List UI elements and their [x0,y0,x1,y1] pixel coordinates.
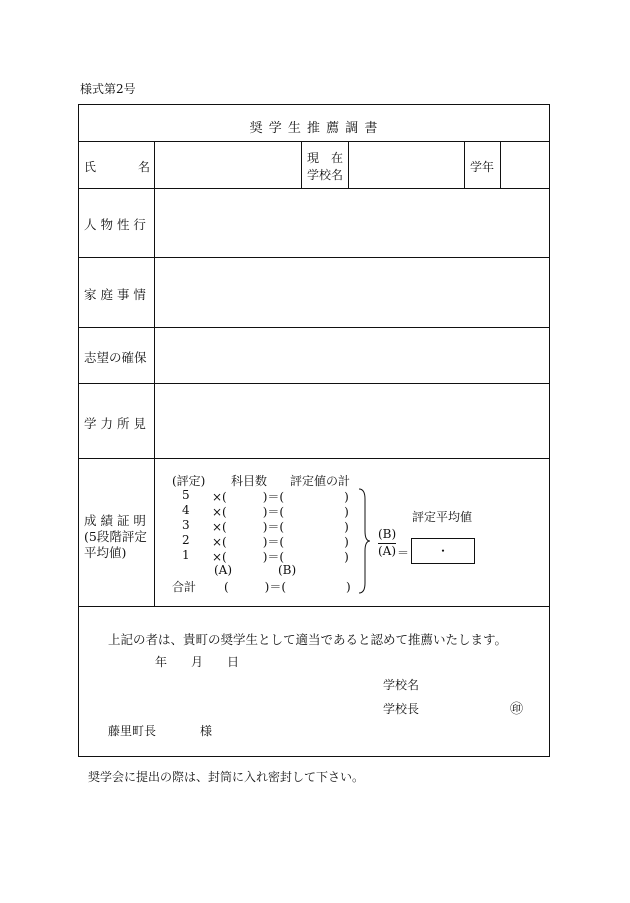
header-divider-1 [301,141,302,188]
addressee: 藤里町長 [108,724,157,738]
marker-b: (B) [278,563,297,577]
recommendation-statement: 上記の者は、貴町の奨学生として適当であると認めて推薦いたします。 [108,632,508,647]
total-label: 合計 [172,580,197,594]
grade-4: 4 [182,503,190,517]
grade-1-expr[interactable]: ×( )＝( ) [212,550,349,564]
academic-label: 学 力 所 見 [84,416,146,431]
header-divider-3 [464,141,465,188]
grade-1: 1 [182,548,190,562]
name-field[interactable] [155,142,300,187]
current-school-label-2: 学校名 [307,168,344,182]
grade-5-expr[interactable]: ×( )＝( ) [212,490,349,504]
academic-field[interactable] [155,384,549,457]
grade-5: 5 [182,488,190,502]
family-label: 家 庭 事 情 [84,287,146,302]
school-name-label: 学校名 [383,678,420,692]
name-label-2: 名 [138,160,151,174]
current-school-label-1: 現 在 [307,151,344,165]
divider-title [78,141,550,142]
form-title: 奨 学 生 推 薦 調 書 [249,121,379,136]
aspiration-field[interactable] [155,328,549,382]
col-subjects-header: 科目数 [231,474,268,488]
equals-sign: ＝ [397,546,410,560]
date-line[interactable]: 年 月 日 [155,655,240,669]
personality-field[interactable] [155,189,549,256]
grades-label-2: (5段階評定 [84,529,147,544]
fraction-denominator: (A) [378,544,397,558]
marker-a: (A) [214,563,233,577]
name-label-1: 氏 [84,160,97,174]
col-sum-header: 評定値の計 [290,474,351,488]
total-expr[interactable]: ( )＝( ) [224,580,351,594]
divider-academic [78,458,550,459]
honorific: 様 [200,724,213,738]
grade-3: 3 [182,518,190,532]
aspiration-label: 志望の確保 [84,350,147,365]
grade-2: 2 [182,533,190,547]
divider-grades [78,606,550,607]
personality-label: 人 物 性 行 [84,217,146,232]
grade-field[interactable] [501,142,549,187]
average-label: 評定平均値 [412,510,473,524]
current-school-field[interactable] [349,142,463,187]
principal-label: 学校長 [383,702,420,716]
form-number: 様式第2号 [80,82,136,96]
grades-label-1: 成 績 証 明 [84,513,146,528]
fraction-numerator: (B) [378,527,397,541]
family-field[interactable] [155,258,549,326]
grade-label: 学年 [470,160,495,174]
grades-label-3: 平均値) [84,545,127,560]
footer-note: 奨学会に提出の際は、封筒に入れ密封して下さい。 [88,770,365,784]
grade-4-expr[interactable]: ×( )＝( ) [212,505,349,519]
grade-3-expr[interactable]: ×( )＝( ) [212,520,349,534]
average-decimal-point: ・ [437,544,450,558]
seal-mark: ㊞ [510,702,524,717]
grouping-brace [357,487,371,595]
grade-2-expr[interactable]: ×( )＝( ) [212,535,349,549]
col-rating-header: (評定) [172,474,206,488]
